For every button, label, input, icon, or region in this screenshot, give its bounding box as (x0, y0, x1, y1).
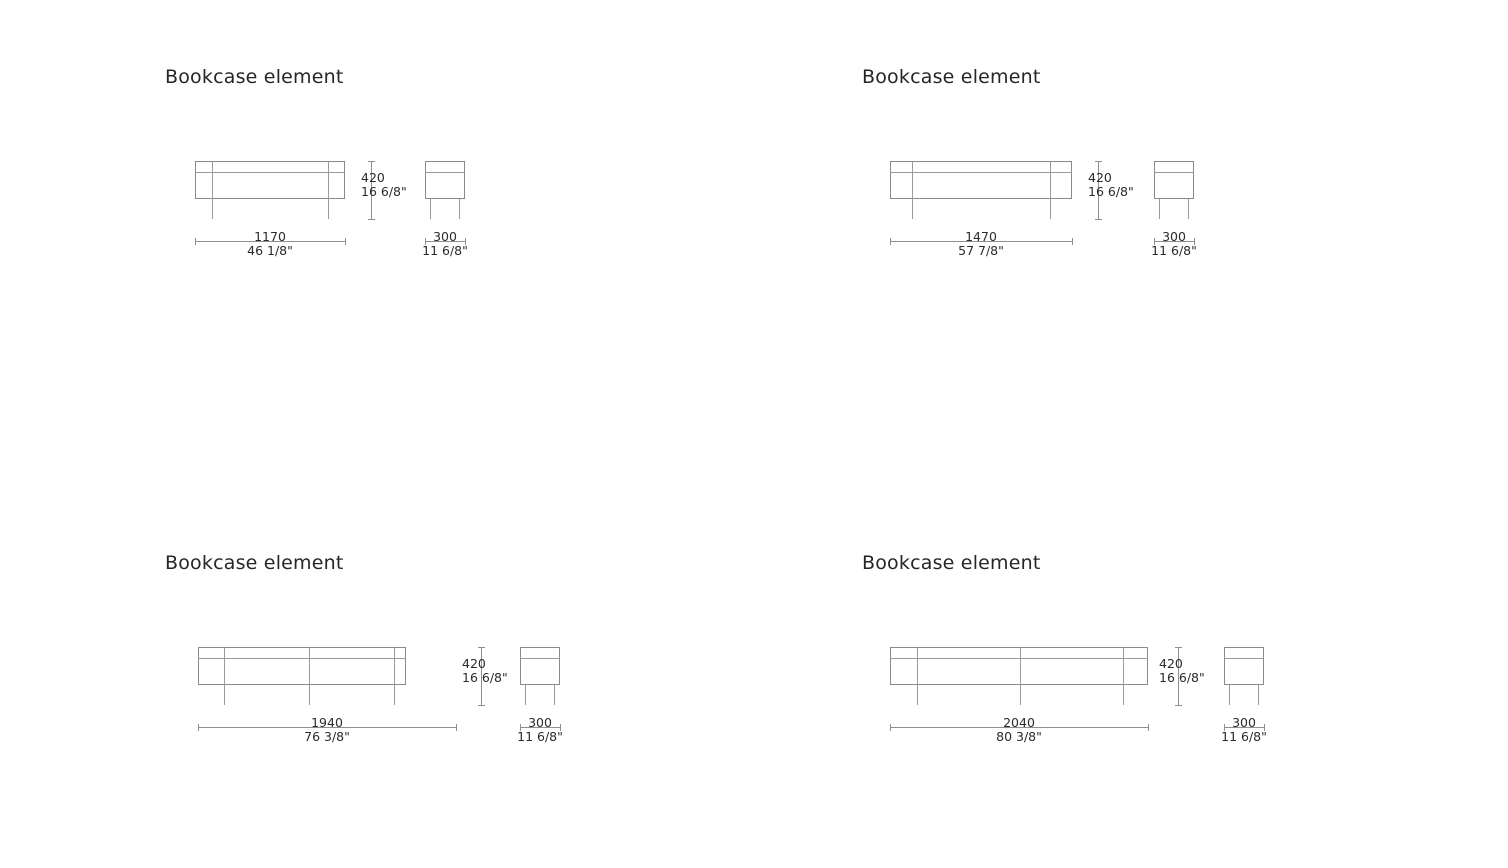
leg (554, 685, 555, 705)
vertical-divider (1123, 647, 1124, 685)
cabinet-outline (195, 161, 345, 199)
cabinet-outline (890, 647, 1148, 685)
leg (1229, 685, 1230, 705)
vertical-divider (912, 161, 913, 199)
page-title: Bookcase element (862, 66, 1041, 88)
dimension-tick (1095, 219, 1102, 220)
vertical-divider (1020, 647, 1021, 685)
leg (309, 685, 310, 705)
page-title: Bookcase element (165, 552, 344, 574)
dimension-tick (456, 724, 457, 731)
height-dimension-label: 420 16 6/8" (1088, 170, 1134, 199)
front-elevation (198, 647, 406, 705)
side-elevation (1154, 161, 1194, 219)
leg (394, 685, 395, 705)
leg (212, 199, 213, 219)
leg (459, 199, 460, 219)
height-dimension-label: 420 16 6/8" (1159, 656, 1205, 685)
dimension-tick (1095, 161, 1102, 162)
leg (1020, 685, 1021, 705)
cabinet-outline (890, 161, 1072, 199)
front-elevation (890, 647, 1148, 705)
leg (1258, 685, 1259, 705)
height-dimension-label: 420 16 6/8" (462, 656, 508, 685)
vertical-divider (917, 647, 918, 685)
page-title: Bookcase element (862, 552, 1041, 574)
product-panel-top-right (862, 66, 1482, 276)
dimension-tick (1072, 238, 1073, 245)
shelf-line (520, 658, 560, 659)
drawing-area (165, 66, 785, 276)
shelf-line (890, 172, 1072, 173)
dimension-tick (368, 161, 375, 162)
page-title: Bookcase element (165, 66, 344, 88)
cabinet-outline-side (1224, 647, 1264, 685)
width-dimension-label: 1170 46 1/8" (247, 229, 293, 258)
side-elevation (425, 161, 465, 219)
shelf-line (890, 658, 1148, 659)
leg (224, 685, 225, 705)
leg (328, 199, 329, 219)
depth-dimension-label: 300 11 6/8" (422, 229, 468, 258)
vertical-divider (224, 647, 225, 685)
cabinet-outline-side (1154, 161, 1194, 199)
product-panel-top-left (165, 66, 785, 276)
shelf-line (1154, 172, 1194, 173)
width-dimension-label: 1940 76 3/8" (304, 715, 350, 744)
shelf-line (1224, 658, 1264, 659)
leg (912, 199, 913, 219)
shelf-line (198, 658, 406, 659)
vertical-divider (1050, 161, 1051, 199)
leg (1159, 199, 1160, 219)
cabinet-outline-side (425, 161, 465, 199)
depth-dimension-label: 300 11 6/8" (1221, 715, 1267, 744)
height-dimension-label: 420 16 6/8" (361, 170, 407, 199)
leg (430, 199, 431, 219)
cabinet-outline (198, 647, 406, 685)
vertical-divider (309, 647, 310, 685)
depth-dimension-label: 300 11 6/8" (517, 715, 563, 744)
vertical-divider (394, 647, 395, 685)
drawing-area (165, 552, 785, 762)
leg (1188, 199, 1189, 219)
vertical-divider (212, 161, 213, 199)
front-elevation (890, 161, 1072, 219)
dimension-tick (1175, 705, 1182, 706)
cabinet-outline-side (520, 647, 560, 685)
dimension-tick (345, 238, 346, 245)
leg (917, 685, 918, 705)
dimension-tick (478, 647, 485, 648)
drawing-area (862, 66, 1482, 276)
depth-dimension-label: 300 11 6/8" (1151, 229, 1197, 258)
product-panel-bottom-right (862, 552, 1482, 762)
drawing-area (862, 552, 1482, 762)
leg (1123, 685, 1124, 705)
vertical-divider (328, 161, 329, 199)
shelf-line (195, 172, 345, 173)
dimension-tick (1175, 647, 1182, 648)
width-dimension-label: 1470 57 7/8" (958, 229, 1004, 258)
side-elevation (1224, 647, 1264, 705)
width-dimension-label: 2040 80 3/8" (996, 715, 1042, 744)
dimension-tick (368, 219, 375, 220)
side-elevation (520, 647, 560, 705)
front-elevation (195, 161, 345, 219)
dimension-tick (478, 705, 485, 706)
shelf-line (425, 172, 465, 173)
dimension-tick (1148, 724, 1149, 731)
leg (1050, 199, 1051, 219)
leg (525, 685, 526, 705)
product-panel-bottom-left (165, 552, 785, 762)
